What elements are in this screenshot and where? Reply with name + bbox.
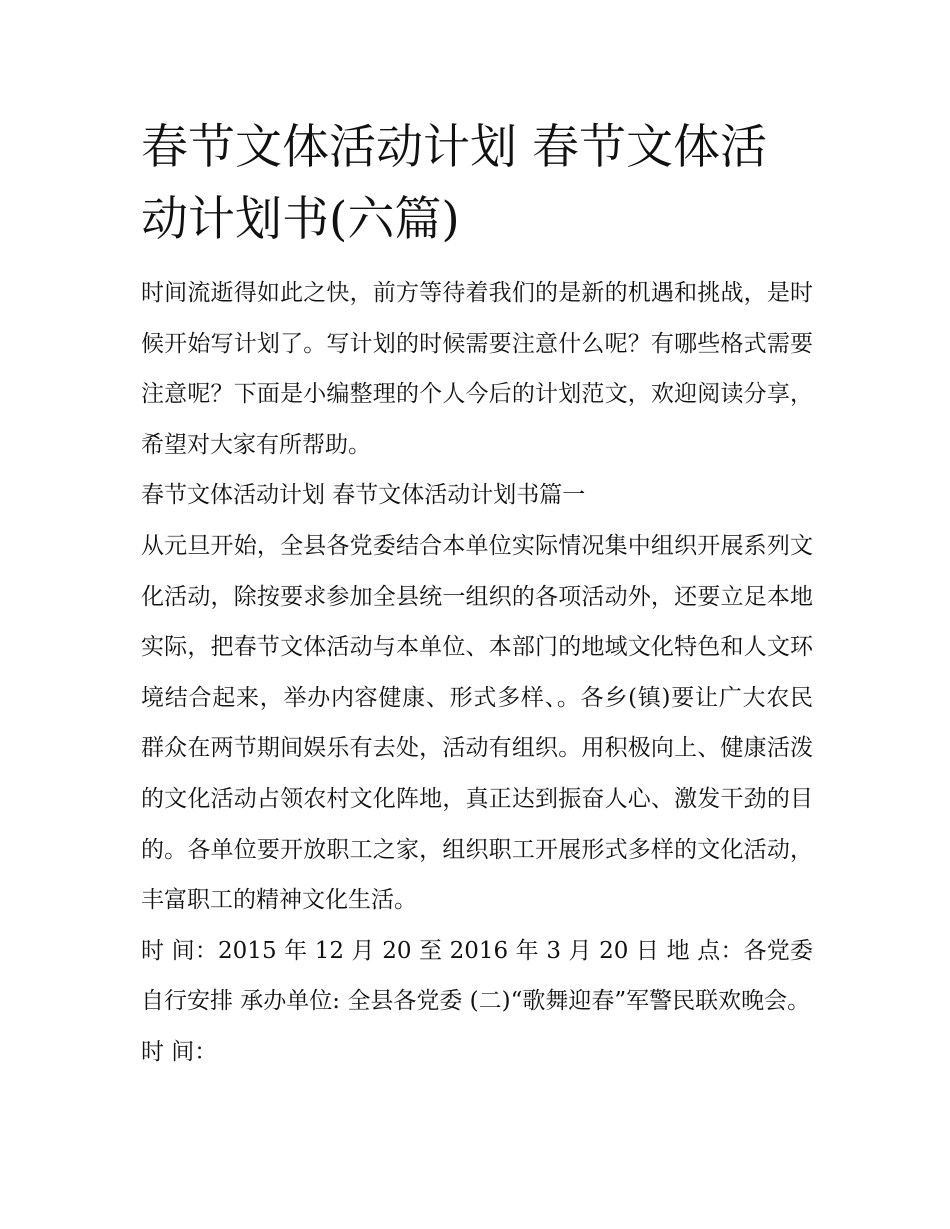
document-body <box>141 112 813 1078</box>
body-paragraph: 从元旦开始，全县各党委结合本单位实际情况集中组织开展系列文化活动，除按要求参加全县统一组织的各项活动外，还要立足本地实际，把春节文体活动与本单位、本部门的地域文化特色和人文环境结合起来，举办内容健康、形式多样、。各乡(镇)要让广大农民群众在两节期间娱乐有去处，活动有组织。用积极向上、健康活泼的文化活动占领农村文化阵地，真正达到振奋人心、激发干劲的目的。各单位要开放职工之家，组织职工开展形式多样的文化活动，丰富职工的精神文化生活。 <box>141 532 813 914</box>
schedule-paragraph: 时 间：2015 年 12 月 20 至 2016 年 3 月 20 日 地 点：各党委自行安排 承办单位: 全县各党委 (二)“歌舞迎春”军警民联欢晚会。 <box>141 937 813 1015</box>
document-title: 春节文体活动计划 春节文体活动计划书(六篇) <box>141 120 767 247</box>
section-heading: 春节文体活动计划 春节文体活动计划书篇一 <box>141 482 586 509</box>
intro-paragraph: 时间流逝得如此之快，前方等待着我们的是新的机遇和挑战，是时候开始写计划了。写计划的时候需要注意什么呢？有哪些格式需要注意呢？下面是小编整理的个人今后的计划范文，欢迎阅读分享，希望对大家有所帮助。 <box>141 280 813 458</box>
time-line: 时 间： <box>141 1038 218 1065</box>
